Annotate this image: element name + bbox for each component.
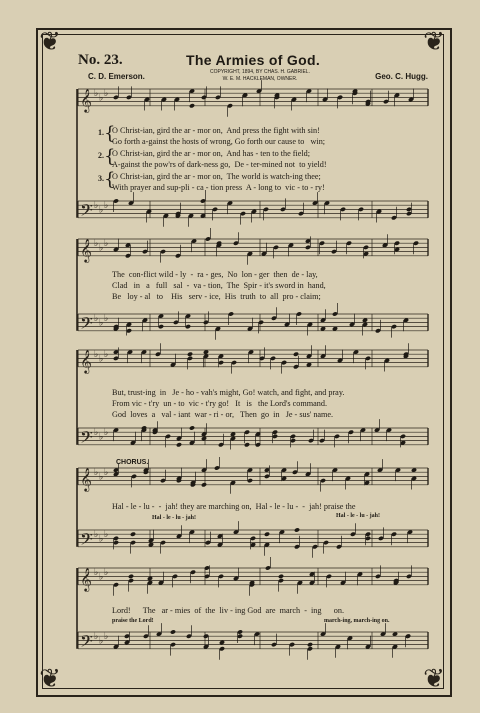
key-flat: ♭ [99, 572, 104, 583]
corner-ornament-bottom-right: ❦ [423, 664, 445, 694]
verse-number-2: 2. [98, 151, 104, 160]
chorus-lyric-line-2: Lord! The ar - mies of the liv - ing God are march - ing on. [112, 606, 344, 615]
copyright-line-1: COPYRIGHT, 1894, BY CHAS. H. GABRIEL. [210, 69, 310, 75]
copyright-line-2: W. E. M. HACKLEMAN, OWNER. [222, 76, 298, 82]
key-flat: ♭ [94, 468, 99, 479]
note-head [189, 425, 195, 430]
clef: 𝄢 [80, 630, 93, 655]
chorus-label: CHORUS. [116, 459, 149, 466]
note-head [176, 442, 182, 447]
key-flat: ♭ [104, 350, 109, 361]
note-head [170, 629, 176, 634]
key-flat: ♭ [104, 314, 109, 325]
note-head [128, 574, 134, 579]
key-flat: ♭ [99, 534, 104, 545]
key-flat: ♭ [99, 636, 104, 647]
key-flat: ♭ [104, 428, 109, 439]
key-flat: ♭ [94, 89, 99, 100]
lyric-line: A-gainst the pow'rs of dark-ness go, De - ter-mined not to yield! [112, 160, 327, 169]
lyric-line: God loves a val - iant war - ri - or, Then go in Je - sus' name. [112, 410, 334, 419]
chorus-alto-lyric-b: Hal - le - lu - jah! [336, 513, 380, 519]
verse-brace: { [104, 169, 116, 190]
hymn-title: The Armies of God. [186, 52, 321, 68]
key-flat: ♭ [99, 93, 104, 104]
hymn-number: No. 23. [78, 52, 123, 68]
clef: 𝄞 [80, 348, 92, 373]
lyric-line: But, trust-ing in Je - ho - vah's might, Go! watch, and fight, and pray. [112, 388, 345, 397]
key-flat: ♭ [99, 205, 104, 216]
verse-number-3: 3. [98, 174, 104, 183]
key-flat: ♭ [99, 472, 104, 483]
key-flat: ♭ [99, 243, 104, 254]
lyric-line: The con-flict wild - ly - ra - ges, No lon - ger then de - lay, [112, 270, 318, 279]
key-flat: ♭ [99, 318, 104, 329]
note-head [189, 103, 195, 108]
key-flat: ♭ [104, 239, 109, 250]
key-flat: ♭ [104, 632, 109, 643]
note-head [307, 642, 313, 647]
clef: 𝄢 [80, 426, 93, 451]
key-flat: ♭ [104, 568, 109, 579]
key-flat: ♭ [104, 89, 109, 100]
key-flat: ♭ [94, 632, 99, 643]
verse-number-1: 1. [98, 128, 104, 137]
verse-brace: { [104, 123, 116, 144]
lyric-line: From vic - t'ry un - to vic - t'ry go! It is the Lord's command. [112, 399, 327, 408]
key-flat: ♭ [94, 314, 99, 325]
lyric-line: O Christ-ian, gird the ar - mor on, The world is watch-ing thee; [112, 172, 321, 181]
clef: 𝄞 [80, 237, 92, 262]
key-flat: ♭ [94, 530, 99, 541]
clef: 𝄞 [80, 87, 92, 112]
lyric-line: O Christ-ian, gird the ar - mor on, And press the fight with sin! [112, 126, 320, 135]
key-flat: ♭ [94, 350, 99, 361]
hymn-author: C. D. Emerson. [88, 72, 145, 81]
clef: 𝄞 [80, 466, 92, 491]
lyric-line: With prayer and sup-pli - ca - tion press A - long to vic - to - ry! [112, 183, 325, 192]
note-head [187, 352, 193, 357]
note-head [201, 482, 207, 487]
key-flat: ♭ [94, 428, 99, 439]
key-flat: ♭ [104, 201, 109, 212]
lyric-line: O Christ-ian, gird the ar - mor on, And has - ten to the field; [112, 149, 311, 158]
clef: 𝄢 [80, 199, 93, 224]
verse-brace: { [104, 146, 116, 167]
note-head [130, 532, 136, 537]
key-flat: ♭ [104, 468, 109, 479]
key-flat: ♭ [94, 201, 99, 212]
key-flat: ♭ [94, 568, 99, 579]
chorus-alto-lyric-a: Hal - le - lu - jah! [152, 515, 196, 521]
key-flat: ♭ [104, 530, 109, 541]
lyric-line: Be loy - al to His serv - ice, His truth to all pro - claim; [112, 292, 321, 301]
note-head [294, 527, 300, 532]
hymn-composer: Geo. C. Hugg. [375, 72, 428, 81]
lyric-line: Clad in a full sal - va - tion, The Spir - it's sword in hand, [112, 281, 326, 290]
chorus-bass-lyric-a: praise the Lord! [112, 618, 154, 624]
key-flat: ♭ [99, 432, 104, 443]
corner-ornament-top-right: ❦ [423, 27, 445, 57]
clef: 𝄢 [80, 312, 93, 337]
corner-ornament-top-left: ❦ [39, 27, 61, 57]
chorus-bass-lyric-b: march-ing, march-ing on. [324, 618, 390, 624]
clef: 𝄢 [80, 528, 93, 553]
corner-ornament-bottom-left: ❦ [39, 664, 61, 694]
note-head [278, 574, 284, 579]
lyric-line: Go forth a-gainst the hosts of wrong, Go forth our cause to win; [112, 137, 326, 146]
key-flat: ♭ [94, 239, 99, 250]
clef: 𝄞 [80, 566, 92, 591]
key-flat: ♭ [99, 354, 104, 365]
chorus-lyric-line-1: Hal - le - lu - - jah! they are marching on, Hal - le - lu - - jah! praise the [112, 502, 356, 511]
note-head [264, 532, 270, 537]
